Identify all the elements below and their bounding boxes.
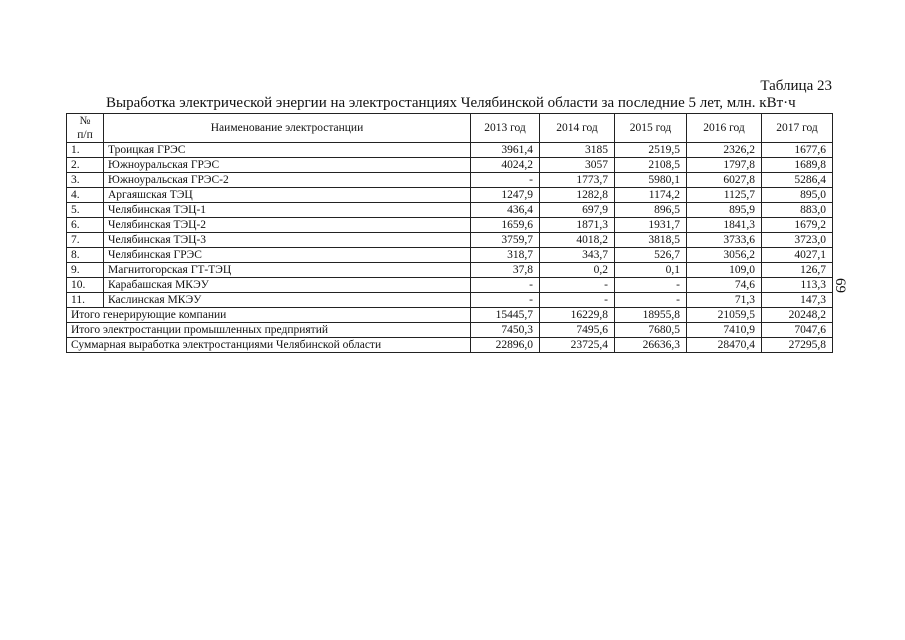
value-2015: 0,1 [615,263,687,278]
total-row [67,338,833,353]
column-header-number-line1: № [79,115,91,127]
value-2016: 3733,6 [687,233,762,248]
value-2013: - [471,278,540,293]
value-2017: 5286,4 [762,173,833,188]
value-2015: 2519,5 [615,143,687,158]
table-row [67,248,833,263]
station-name: Троицкая ГРЭС [104,143,471,158]
column-header-2013: 2013 год [471,114,540,143]
row-number: 7. [67,233,104,248]
table-row [67,143,833,158]
power-generation-table [66,113,833,353]
total-value-2015: 7680,5 [615,323,687,338]
row-number: 9. [67,263,104,278]
value-2014: 3057 [540,158,615,173]
value-2013: - [471,173,540,188]
total-value-2016: 7410,9 [687,323,762,338]
row-number: 3. [67,173,104,188]
value-2014: - [540,293,615,308]
station-name: Челябинская ГРЭС [104,248,471,263]
total-value-2015: 18955,8 [615,308,687,323]
total-value-2016: 21059,5 [687,308,762,323]
value-2014: 697,9 [540,203,615,218]
row-number: 2. [67,158,104,173]
value-2015: - [615,293,687,308]
value-2013: 4024,2 [471,158,540,173]
column-header-2016: 2016 год [687,114,762,143]
value-2013: 318,7 [471,248,540,263]
station-name: Аргаяшская ТЭЦ [104,188,471,203]
value-2017: 4027,1 [762,248,833,263]
total-value-2013: 22896,0 [471,338,540,353]
station-name: Магнитогорская ГТ-ТЭЦ [104,263,471,278]
value-2013: 3759,7 [471,233,540,248]
station-name: Южноуральская ГРЭС [104,158,471,173]
value-2017: 1677,6 [762,143,833,158]
value-2014: 0,2 [540,263,615,278]
value-2015: 2108,5 [615,158,687,173]
value-2017: 113,3 [762,278,833,293]
value-2017: 1689,8 [762,158,833,173]
value-2016: 1841,3 [687,218,762,233]
value-2015: 3818,5 [615,233,687,248]
value-2015: - [615,278,687,293]
value-2015: 896,5 [615,203,687,218]
value-2016: 1125,7 [687,188,762,203]
value-2016: 6027,8 [687,173,762,188]
table-number: Таблица 23 [760,78,832,94]
value-2017: 883,0 [762,203,833,218]
row-number: 6. [67,218,104,233]
value-2017: 147,3 [762,293,833,308]
table-row [67,233,833,248]
value-2014: 3185 [540,143,615,158]
column-header-2014: 2014 год [540,114,615,143]
value-2015: 5980,1 [615,173,687,188]
value-2017: 126,7 [762,263,833,278]
table-row [67,263,833,278]
table-row [67,203,833,218]
row-number: 8. [67,248,104,263]
value-2014: 4018,2 [540,233,615,248]
value-2013: 37,8 [471,263,540,278]
total-value-2013: 7450,3 [471,323,540,338]
total-value-2014: 23725,4 [540,338,615,353]
column-header-number [67,114,104,143]
table-row [67,188,833,203]
page-number: 69 [832,278,848,293]
value-2014: 343,7 [540,248,615,263]
value-2014: 1871,3 [540,218,615,233]
value-2016: 1797,8 [687,158,762,173]
value-2013: 3961,4 [471,143,540,158]
station-name: Южноуральская ГРЭС-2 [104,173,471,188]
total-value-2016: 28470,4 [687,338,762,353]
value-2017: 895,0 [762,188,833,203]
total-value-2014: 16229,8 [540,308,615,323]
value-2015: 1931,7 [615,218,687,233]
total-value-2017: 7047,6 [762,323,833,338]
value-2016: 895,9 [687,203,762,218]
total-label: Суммарная выработка электростанциями Челябинской области [67,338,471,353]
total-value-2014: 7495,6 [540,323,615,338]
value-2016: 109,0 [687,263,762,278]
table-row [67,218,833,233]
total-value-2017: 27295,8 [762,338,833,353]
total-value-2013: 15445,7 [471,308,540,323]
column-header-2015: 2015 год [615,114,687,143]
total-value-2015: 26636,3 [615,338,687,353]
row-number: 5. [67,203,104,218]
value-2014: 1773,7 [540,173,615,188]
table-row [67,293,833,308]
total-label: Итого электростанции промышленных предприятий [67,323,471,338]
total-row [67,308,833,323]
value-2013: 436,4 [471,203,540,218]
station-name: Челябинская ТЭЦ-2 [104,218,471,233]
value-2017: 3723,0 [762,233,833,248]
station-name: Челябинская ТЭЦ-3 [104,233,471,248]
station-name: Каслинская МКЭУ [104,293,471,308]
station-name: Карабашская МКЭУ [104,278,471,293]
value-2017: 1679,2 [762,218,833,233]
total-value-2017: 20248,2 [762,308,833,323]
value-2015: 1174,2 [615,188,687,203]
column-header-2017: 2017 год [762,114,833,143]
column-header-number-line2: п/п [77,129,93,141]
value-2013: 1247,9 [471,188,540,203]
total-label: Итого генерирующие компании [67,308,471,323]
station-name: Челябинская ТЭЦ-1 [104,203,471,218]
table-row [67,158,833,173]
value-2016: 3056,2 [687,248,762,263]
row-number: 11. [67,293,104,308]
total-row [67,323,833,338]
column-header-name: Наименование электростанции [104,114,471,143]
value-2014: - [540,278,615,293]
value-2016: 71,3 [687,293,762,308]
table-row [67,278,833,293]
row-number: 1. [67,143,104,158]
row-number: 4. [67,188,104,203]
value-2013: - [471,293,540,308]
table-header-row [67,114,833,143]
table-row [67,173,833,188]
value-2013: 1659,6 [471,218,540,233]
table-body [67,143,833,353]
row-number: 10. [67,278,104,293]
value-2014: 1282,8 [540,188,615,203]
table-title: Выработка электрической энергии на электростанциях Челябинской области за последние 5 лет, млн. кВт·ч [106,95,796,111]
value-2016: 2326,2 [687,143,762,158]
value-2015: 526,7 [615,248,687,263]
value-2016: 74,6 [687,278,762,293]
